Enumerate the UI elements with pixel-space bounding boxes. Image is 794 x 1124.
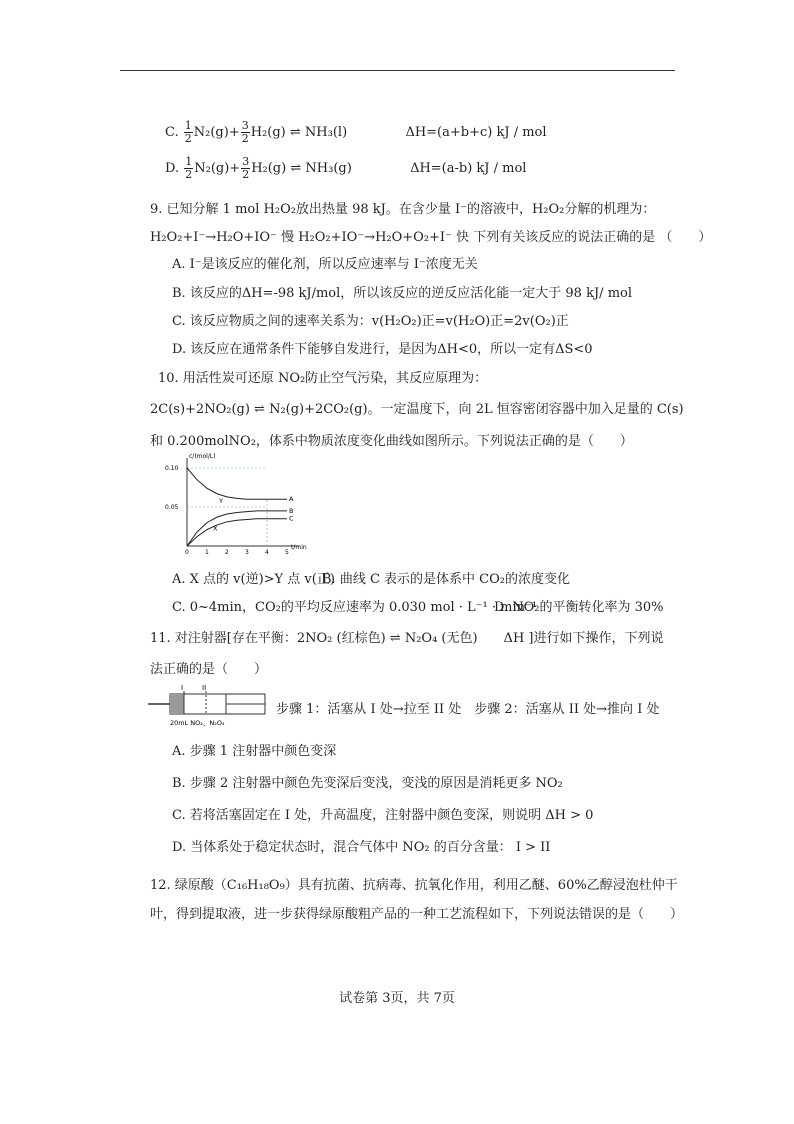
series-label-a: A [289,495,294,504]
n2-term: N₂(g)+ [193,125,240,140]
q9-option-b: B. 该反应的ΔH=-98 kJ/mol，所以该反应的逆反应活化能一定大于 98 kJ/ mol [172,286,633,301]
series-label-b: B [289,506,294,515]
q11-option-b: B. 步骤 2 注射器中颜色先变深后变浅，变浅的原因是消耗更多 NO₂ [172,776,563,791]
x-tick-label: 0 [185,549,189,556]
y-tick-label: 0.10 [165,465,179,472]
q11-option-d: D. 当体系处于稳定状态时，混合气体中 NO₂ 的百分含量： I > II [172,840,551,855]
option-label: D. [165,161,180,176]
x-tick-label: 3 [245,549,249,556]
q8-option-d [165,156,526,181]
y-axis-label: c/(mol/L) [189,453,216,460]
q10-reaction: 2C(s)+2NO₂(g) ⇌ N₂(g)+2CO₂(g)。一定温度下，向 2L 恒容密闭容器中加入足量的 C(s) [150,402,684,417]
q10-option-a: A. X 点的 v(逆)>Y 点 v(正) [172,572,335,587]
q9-option-c: C. 该反应物质之间的速率关系为：v(H₂O₂)正=v(H₂O)正=2v(O₂)正 [172,314,569,329]
product: NH₃(g) [305,161,352,176]
h2-term: H₂(g) [250,125,286,140]
syringe-diagram [148,683,268,729]
x-tick-label: 5 [285,549,289,556]
q10-option-b: B. 曲线 C 表示的是体系中 CO₂的浓度变化 [322,572,570,587]
q12-stem: 12. 绿原酸（C₁₆H₁₈O₉）具有抗菌、抗病毒、抗氧化作用，利用乙醚、60%乙醇浸泡杜仲干 [150,878,678,893]
q9-option-a: A. I⁻是该反应的催化剂，所以反应速率与 I⁻浓度无关 [172,257,478,272]
fraction: $\frac{3}{2}$ [242,155,250,181]
q11-stem: 11. 对注射器[存在平衡：2NO₂ (红棕色) ⇌ N₂O₄ (无色) ΔH ]进行如下操作，下列说 [150,631,664,646]
q12-stem-cont: 叶，得到提取液，进一步获得绿原酸粗产品的一种工艺流程如下，下列说法错误的是（ ） [150,907,684,922]
q8-option-c [165,120,547,145]
option-label: C. [165,125,179,140]
x-tick-label: 2 [225,549,229,556]
q10-option-d: D. NO₂的平衡转化率为 30% [494,600,664,615]
fraction: $\frac{1}{2}$ [185,155,193,181]
q11-steps: 步骤 1：活塞从 I 处→拉至 II 处 步骤 2：活塞从 II 处→推向 I 处 [276,702,660,717]
point-x-label: X [213,524,218,533]
x-axis-label: t/min [291,544,307,551]
equilibrium-arrow: ⇌ [290,161,302,176]
series-label-c: C [289,514,294,523]
h2-term: H₂(g) [251,161,287,176]
y-tick-label: 0.05 [165,504,179,511]
syringe-label: 20mL NO₂、N₂O₄ [170,719,225,727]
fraction: $\frac{1}{2}$ [184,119,192,145]
x-tick-label: 1 [205,549,209,556]
concentration-chart [165,450,305,558]
q11-option-c: C. 若将活塞固定在 I 处，升高温度，注射器中颜色变深，则说明 ΔH > 0 [172,808,594,823]
fraction: $\frac{3}{2}$ [241,119,249,145]
product: NH₃(l) [304,125,348,140]
mark-i-label: I [181,684,184,692]
q9-stem: 9. 已知分解 1 mol H₂O₂放出热量 98 kJ。在含少量 I⁻的溶液中，H₂O₂分解的机理为： [150,202,656,217]
point-y-label: Y [219,497,223,506]
x-tick-label: 4 [265,549,269,556]
series-line-b [187,511,287,546]
n2-term: N₂(g)+ [194,161,241,176]
q11-option-a: A. 步骤 1 注射器中颜色变深 [172,744,337,759]
q10-stem: 10. 用活性炭可还原 NO₂防止空气污染，其反应原理为： [158,371,488,386]
page-footer: 试卷第 3页，共 7页 [339,991,455,1006]
enthalpy: ΔH=(a-b) kJ / mol [410,161,527,176]
series-line-a [187,468,287,499]
enthalpy: ΔH=(a+b+c) kJ / mol [405,125,547,140]
series-line-c [187,519,287,546]
mark-ii-label: II [202,684,207,692]
q9-option-d: D. 该反应在通常条件下能够自发进行，是因为ΔH<0，所以一定有ΔS<0 [172,342,593,357]
header-rule [120,70,675,71]
q9-mechanism: H₂O₂+I⁻→H₂O+IO⁻ 慢 H₂O₂+IO⁻→H₂O+O₂+I⁻ 快 下列有关该反应的说法正确的是 （ ） [150,230,712,245]
syringe-gas [170,694,184,714]
q10-stem-cont: 和 0.200molNO₂，体系中物质浓度变化曲线如图所示。下列说法正确的是（ ） [150,434,633,449]
q11-stem-cont: 法正确的是（ ） [150,662,268,677]
equilibrium-arrow: ⇌ [289,125,301,140]
q10-option-c: C. 0~4min，CO₂的平均反应速率为 0.030 mol · L⁻¹ · min⁻¹ [172,600,538,615]
